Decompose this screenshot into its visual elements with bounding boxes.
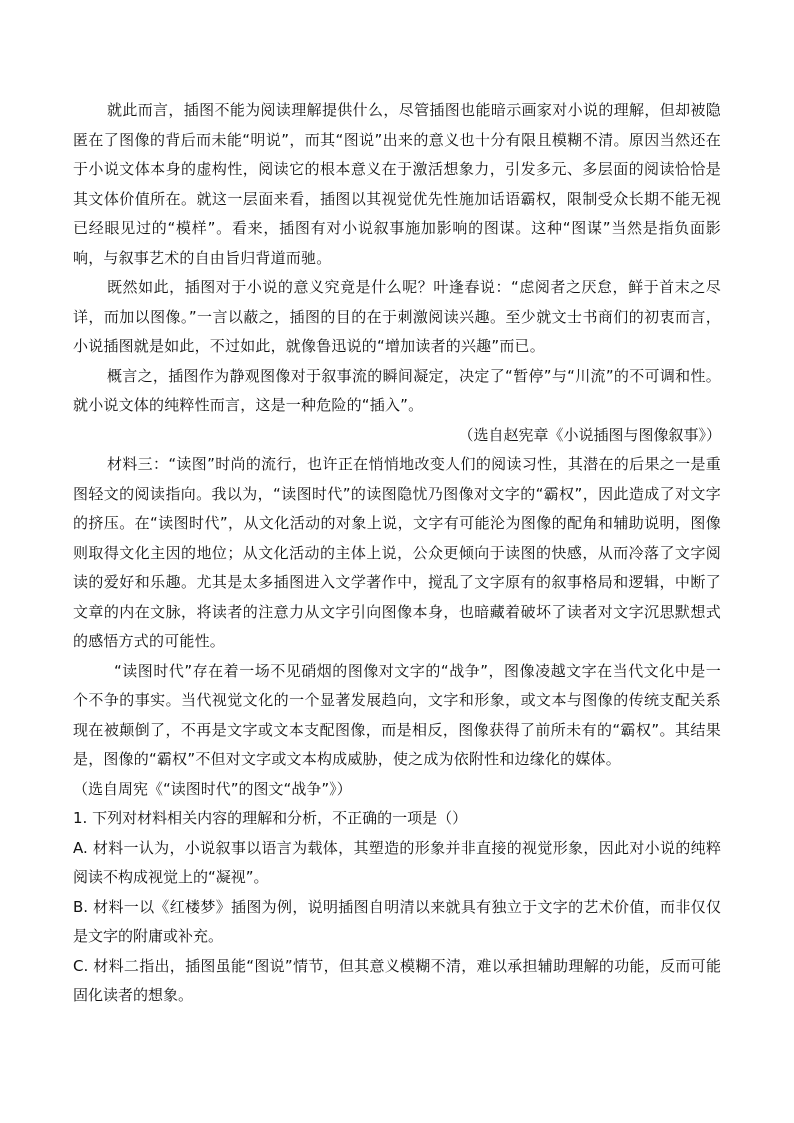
paragraph-illustration-limits: 就此而言，插图不能为阅读理解提供什么，尽管插图也能暗示画家对小说的理解，但却被隐匿在了图像的背后而未能“明说”，而其“图说”出来的意义也十分有限且模糊不清。原因当然还在于小说文体本身的虚构性，阅读它的根本意义在于激活想象力，引发多元、多层面的阅读恰恰是其文体价值所在。就这一层面来看，插图以其视觉优先性施加话语霸权，限制受众长期不能无视已经眼见过的“模样”。看来，插图有对小说叙事施加影响的图谋。这种“图谋”当然是指负面影响，与叙事艺术的自由旨归背道而驰。 <box>73 101 721 267</box>
source-citation-zhao: （选自赵宪章《小说插图与图像叙事》） <box>458 425 721 444</box>
document-page <box>73 96 721 1011</box>
paragraph-image-war: “读图时代”存在着一场不见硝烟的图像对文字的“战争”，图像凌越文字在当代文化中是一个不争的事实。当代视觉文化的一个显著发展趋向，文字和形象，或文本与图像的传统支配关系现在被颠倒了，不再是文字或文本支配图像，而是相反，图像获得了前所未有的“霸权”。其结果是，图像的“霸权”不但对文字或文本构成威胁，使之成为依附性和边缘化的媒体。 <box>73 661 721 768</box>
paragraph-material-three: 材料三：“读图”时尚的流行，也许正在悄悄地改变人们的阅读习性，其潜在的后果之一是重图轻文的阅读指向。我以为，“读图时代”的读图隐忧乃图像对文字的“霸权”，因此造成了对文字的挤压。在“读图时代”，从文化活动的对象上说，文字有可能沦为图像的配角和辅助说明，图像则取得文化主因的地位；从文化活动的主体上说，公众更倾向于读图的快感，从而冷落了文字阅读的爱好和乐趣。尤其是太多插图进入文学著作中，搅乱了文字原有的叙事格局和逻辑，中断了文章的内在文脉，将读者的注意力从文字引向图像本身，也暗藏着破坏了读者对文字沉思默想式的感悟方式的可能性。 <box>73 455 721 650</box>
question-stem: 1. 下列对材料相关内容的理解和分析，不正确的一项是（） <box>73 809 468 827</box>
option-b: B. 材料一以《红楼梦》插图为例，说明插图自明清以来就具有独立于文字的艺术价值，而非仅仅是文字的附庸或补充。 <box>73 897 721 945</box>
paragraph-illustration-summary: 概言之，插图作为静观图像对于叙事流的瞬间凝定，决定了“暂停”与“川流”的不可调和性。就小说文体的纯粹性而言，这是一种危险的“插入”。 <box>73 366 721 414</box>
option-c: C. 材料二指出，插图虽能“图说”情节，但其意义模糊不清，难以承担辅助理解的功能，反而可能固化读者的想象。 <box>73 956 721 1004</box>
paragraph-illustration-meaning: 既然如此，插图对于小说的意义究竟是什么呢？叶逢春说：“虑阅者之厌怠，鲜于首末之尽详，而加以图像。”一言以蔽之，插图的目的在于刺激阅读兴趣。至少就文士书商们的初衷而言，小说插图就是如此，不过如此，就像鲁迅说的“增加读者的兴趣”而已。 <box>73 278 721 355</box>
source-citation-zhou: （选自周宪《“读图时代”的图文“战争”》） <box>73 779 352 798</box>
option-a: A. 材料一认为，小说叙事以语言为载体，其塑造的形象并非直接的视觉形象，因此对小说的纯粹阅读不构成视觉上的“凝视”。 <box>73 838 721 886</box>
